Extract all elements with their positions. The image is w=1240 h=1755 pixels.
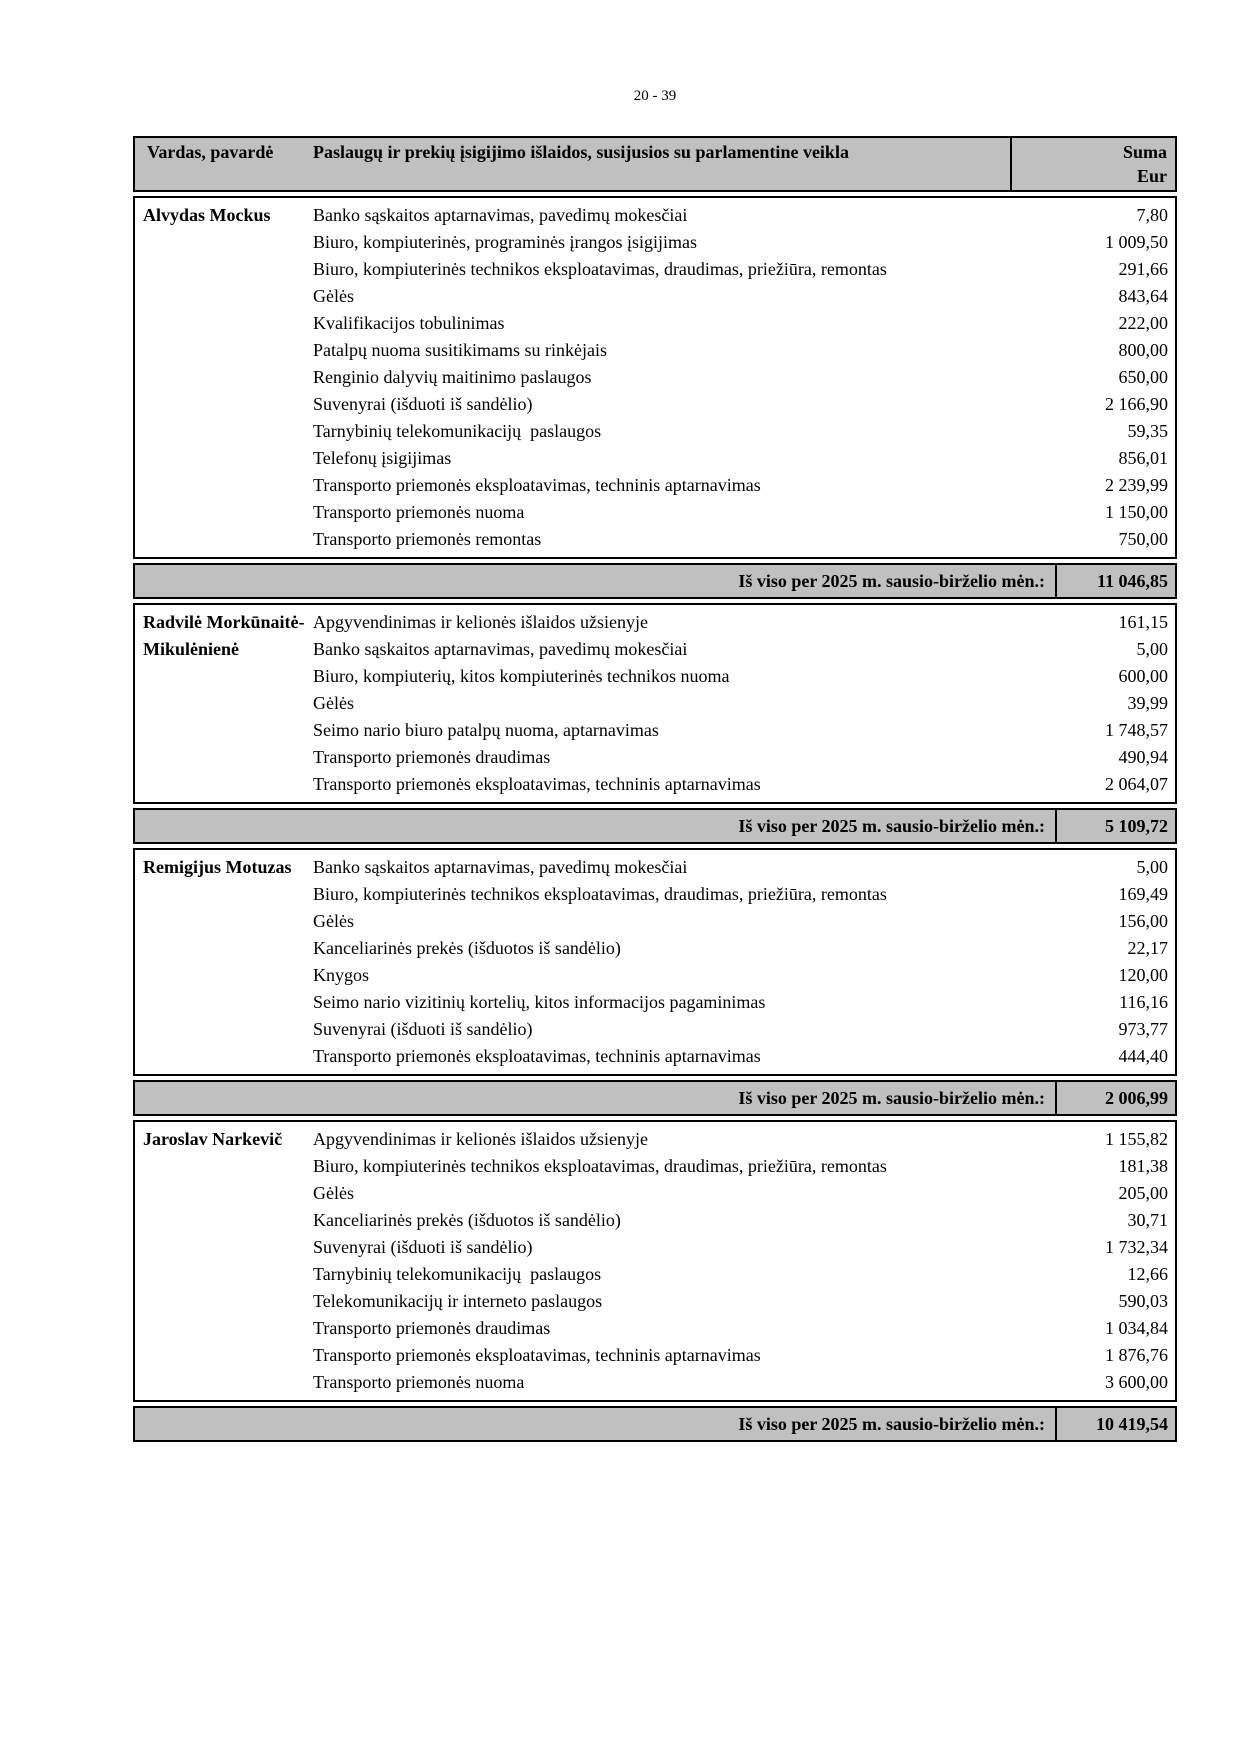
expense-amount: 2 064,07	[1105, 774, 1168, 794]
expense-description: Telekomunikacijų ir interneto paslaugos	[313, 1291, 603, 1311]
expense-row	[313, 854, 1175, 881]
expense-row	[313, 962, 1175, 989]
expense-amount: 116,16	[1119, 992, 1168, 1012]
group-total-row	[133, 808, 1177, 844]
expense-description: Banko sąskaitos aptarnavimas, pavedimų mokesčiai	[313, 205, 688, 225]
expense-row	[313, 1207, 1175, 1234]
expense-description: Renginio dalyvių maitinimo paslaugos	[313, 367, 592, 387]
expense-row	[313, 989, 1175, 1016]
expense-description: Tarnybinių telekomunikacijų paslaugos	[313, 421, 602, 441]
expense-row	[313, 364, 1175, 391]
expense-description: Biuro, kompiuterių, kitos kompiuterinės technikos nuoma	[313, 666, 730, 686]
member-block	[133, 196, 1177, 559]
header-cell-description: Paslaugų ir prekių įsigijimo išlaidos, susijusios su parlamentine veikla	[313, 142, 849, 162]
expense-row	[313, 1153, 1175, 1180]
expense-row	[313, 1180, 1175, 1207]
expense-amount: 205,00	[1118, 1183, 1168, 1203]
expense-description: Transporto priemonės draudimas	[313, 747, 551, 767]
expense-row	[313, 744, 1175, 771]
expense-description: Apgyvendinimas ir kelionės išlaidos užsienyje	[313, 612, 648, 632]
expense-row	[313, 908, 1175, 935]
expense-row	[313, 472, 1175, 499]
expense-description: Patalpų nuoma susitikimams su rinkėjais	[313, 340, 607, 360]
expense-amount: 800,00	[1118, 340, 1168, 360]
expense-description: Kvalifikacijos tobulinimas	[313, 313, 505, 333]
group-total-label: Iš viso per 2025 m. sausio-birželio mėn.:	[135, 565, 1057, 597]
expense-amount: 444,40	[1118, 1046, 1168, 1066]
expense-row	[313, 499, 1175, 526]
expense-row	[313, 310, 1175, 337]
expense-amount: 12,66	[1127, 1264, 1168, 1284]
group-total-amount: 5 109,72	[1105, 816, 1168, 836]
expense-amount: 1 876,76	[1105, 1345, 1168, 1365]
expense-description: Gėlės	[313, 911, 354, 931]
member-groups	[133, 196, 1177, 1442]
group-total-row	[133, 1406, 1177, 1442]
expense-amount: 973,77	[1118, 1019, 1168, 1039]
expense-amount: 1 034,84	[1105, 1318, 1168, 1338]
expense-amount: 181,38	[1118, 1156, 1168, 1176]
expense-description: Apgyvendinimas ir kelionės išlaidos užsienyje	[313, 1129, 648, 1149]
expense-amount: 2 166,90	[1105, 394, 1168, 414]
member-name: Jaroslav Narkevič	[143, 1129, 283, 1149]
expense-description: Transporto priemonės eksploatavimas, techninis aptarnavimas	[313, 774, 761, 794]
expense-amount: 856,01	[1118, 448, 1168, 468]
group-total-label: Iš viso per 2025 m. sausio-birželio mėn.:	[135, 1082, 1057, 1114]
group-total-label: Iš viso per 2025 m. sausio-birželio mėn.:	[135, 810, 1057, 842]
expense-row	[313, 1369, 1175, 1396]
expense-amount: 161,15	[1118, 612, 1168, 632]
group-total-amount: 2 006,99	[1105, 1088, 1168, 1108]
expense-row	[313, 283, 1175, 310]
group-total-row	[133, 563, 1177, 599]
member-name: Radvilė Morkūnaitė-Mikulėnienė	[143, 612, 305, 659]
member-block	[133, 603, 1177, 804]
group-total-amount: 10 419,54	[1096, 1414, 1168, 1434]
expense-description: Suvenyrai (išduoti iš sandėlio)	[313, 1019, 533, 1039]
expense-amount: 30,71	[1127, 1210, 1168, 1230]
expense-amount: 843,64	[1118, 286, 1168, 306]
expense-amount: 1 009,50	[1105, 232, 1168, 252]
expense-description: Transporto priemonės eksploatavimas, techninis aptarnavimas	[313, 1046, 761, 1066]
expense-amount: 5,00	[1136, 857, 1168, 877]
header-sum-line2: Eur	[1136, 166, 1167, 186]
expense-amount: 39,99	[1127, 693, 1168, 713]
expense-row	[313, 1016, 1175, 1043]
expense-table	[133, 136, 1177, 1446]
expense-description: Biuro, kompiuterinės, programinės įrangos įsigijimas	[313, 232, 697, 252]
expense-row	[313, 1126, 1175, 1153]
expense-description: Gėlės	[313, 1183, 354, 1203]
expense-description: Suvenyrai (išduoti iš sandėlio)	[313, 1237, 533, 1257]
expense-row	[313, 337, 1175, 364]
expense-description: Transporto priemonės remontas	[313, 529, 542, 549]
expense-description: Kanceliarinės prekės (išduotos iš sandėlio)	[313, 938, 621, 958]
expense-rows	[313, 202, 1175, 553]
expense-amount: 650,00	[1118, 367, 1168, 387]
expense-description: Biuro, kompiuterinės technikos eksploatavimas, draudimas, priežiūra, remontas	[313, 259, 887, 279]
expense-row	[313, 1261, 1175, 1288]
expense-row	[313, 636, 1175, 663]
member-name: Remigijus Motuzas	[143, 857, 292, 877]
group-total-amount: 11 046,85	[1096, 571, 1168, 591]
page-number: 20 - 39	[633, 88, 677, 104]
expense-rows	[313, 1126, 1175, 1396]
expense-row	[313, 391, 1175, 418]
expense-amount: 169,49	[1118, 884, 1168, 904]
expense-row	[313, 690, 1175, 717]
expense-row	[313, 256, 1175, 283]
expense-amount: 2 239,99	[1105, 475, 1168, 495]
expense-amount: 590,03	[1118, 1291, 1168, 1311]
expense-amount: 750,00	[1118, 529, 1168, 549]
expense-amount: 120,00	[1118, 965, 1168, 985]
expense-row	[313, 1234, 1175, 1261]
expense-description: Transporto priemonės eksploatavimas, techninis aptarnavimas	[313, 475, 761, 495]
expense-description: Seimo nario vizitinių kortelių, kitos informacijos pagaminimas	[313, 992, 766, 1012]
expense-row	[313, 526, 1175, 553]
expense-amount: 7,80	[1136, 205, 1168, 225]
header-cell-sum	[1010, 138, 1175, 190]
table-header-row	[133, 136, 1177, 192]
expense-row	[313, 1043, 1175, 1070]
expense-row	[313, 445, 1175, 472]
expense-row	[313, 663, 1175, 690]
expense-amount: 1 155,82	[1105, 1129, 1168, 1149]
expense-row	[313, 418, 1175, 445]
expense-row	[313, 771, 1175, 798]
group-total-label: Iš viso per 2025 m. sausio-birželio mėn.:	[135, 1408, 1057, 1440]
expense-description: Tarnybinių telekomunikacijų paslaugos	[313, 1264, 602, 1284]
expense-rows	[313, 609, 1175, 798]
member-block	[133, 1120, 1177, 1402]
expense-amount: 1 748,57	[1105, 720, 1168, 740]
member-block	[133, 848, 1177, 1076]
header-cell-name: Vardas, pavardė	[147, 142, 274, 162]
expense-description: Transporto priemonės draudimas	[313, 1318, 551, 1338]
expense-amount: 59,35	[1127, 421, 1168, 441]
expense-description: Banko sąskaitos aptarnavimas, pavedimų mokesčiai	[313, 857, 688, 877]
expense-row	[313, 717, 1175, 744]
group-total-row	[133, 1080, 1177, 1116]
expense-description: Kanceliarinės prekės (išduotos iš sandėlio)	[313, 1210, 621, 1230]
expense-row	[313, 1315, 1175, 1342]
expense-amount: 5,00	[1136, 639, 1168, 659]
expense-amount: 222,00	[1118, 313, 1168, 333]
expense-description: Transporto priemonės eksploatavimas, techninis aptarnavimas	[313, 1345, 761, 1365]
expense-description: Telefonų įsigijimas	[313, 448, 452, 468]
expense-row	[313, 229, 1175, 256]
expense-description: Banko sąskaitos aptarnavimas, pavedimų mokesčiai	[313, 639, 688, 659]
header-sum-line1: Suma	[1122, 142, 1167, 162]
expense-amount: 3 600,00	[1105, 1372, 1168, 1392]
expense-amount: 156,00	[1118, 911, 1168, 931]
expense-row	[313, 1342, 1175, 1369]
expense-row	[313, 935, 1175, 962]
expense-amount: 291,66	[1118, 259, 1168, 279]
expense-amount: 22,17	[1127, 938, 1168, 958]
expense-description: Transporto priemonės nuoma	[313, 1372, 525, 1392]
expense-description: Biuro, kompiuterinės technikos eksploatavimas, draudimas, priežiūra, remontas	[313, 884, 887, 904]
expense-rows	[313, 854, 1175, 1070]
expense-description: Gėlės	[313, 286, 354, 306]
expense-row	[313, 881, 1175, 908]
expense-amount: 490,94	[1118, 747, 1168, 767]
expense-amount: 1 732,34	[1105, 1237, 1168, 1257]
expense-row	[313, 609, 1175, 636]
member-name: Alvydas Mockus	[143, 205, 271, 225]
expense-amount: 1 150,00	[1105, 502, 1168, 522]
expense-description: Biuro, kompiuterinės technikos eksploatavimas, draudimas, priežiūra, remontas	[313, 1156, 887, 1176]
expense-description: Suvenyrai (išduoti iš sandėlio)	[313, 394, 533, 414]
expense-amount: 600,00	[1118, 666, 1168, 686]
expense-description: Knygos	[313, 965, 370, 985]
expense-row	[313, 202, 1175, 229]
expense-description: Seimo nario biuro patalpų nuoma, aptarnavimas	[313, 720, 659, 740]
expense-row	[313, 1288, 1175, 1315]
expense-description: Transporto priemonės nuoma	[313, 502, 525, 522]
expense-description: Gėlės	[313, 693, 354, 713]
